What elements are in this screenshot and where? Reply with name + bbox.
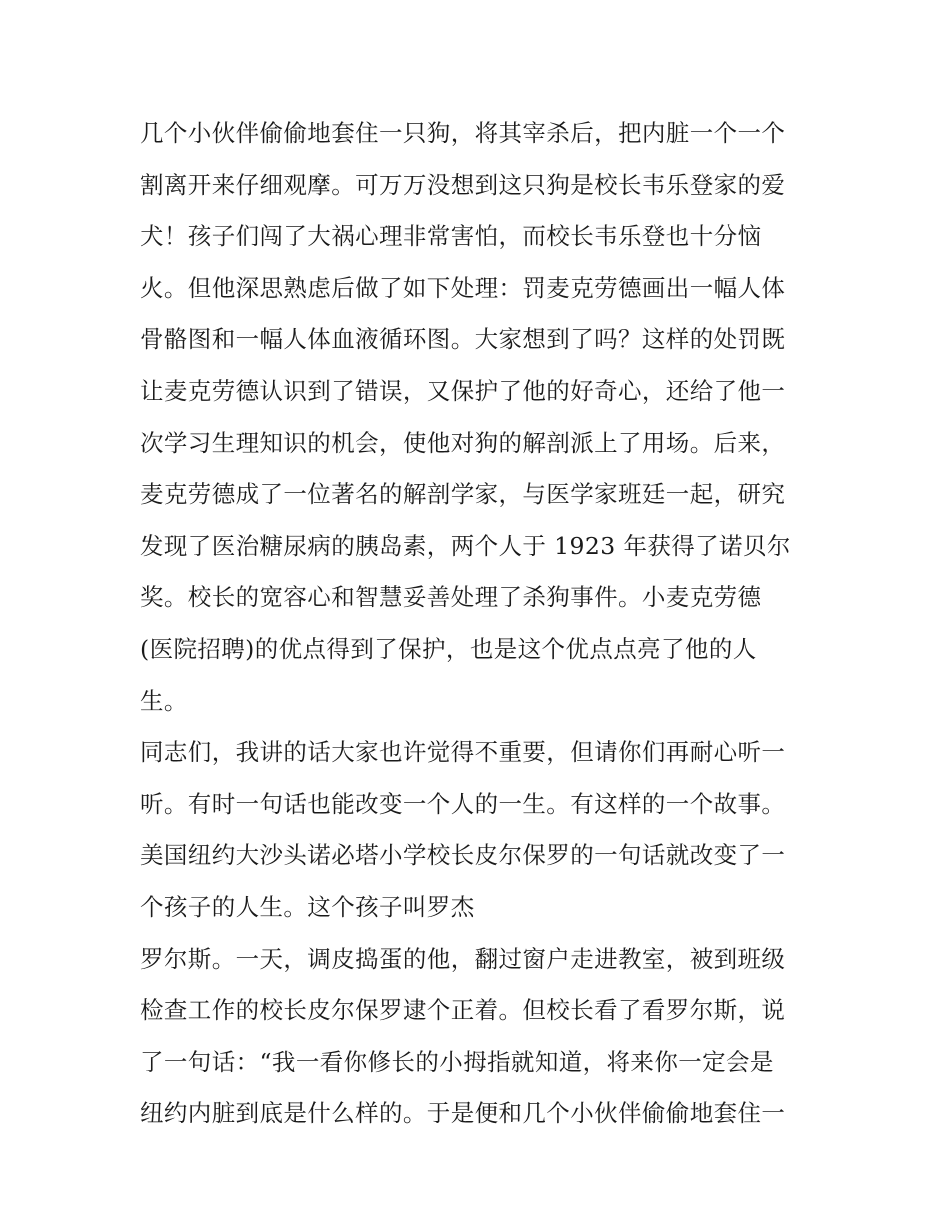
text-line-19: 了一句话：“我一看你修长的小拇指就知道，将来你一定会是 (140, 1047, 774, 1076)
text-line-15: 美国纽约大沙头诺必塔小学校长皮尔保罗的一句话就改变了一 (140, 841, 786, 870)
text-line-3: 犬！孩子们闯了大祸心理非常害怕，而校长韦乐登也十分恼 (140, 222, 762, 251)
text-line-4: 火。但他深思熟虑后做了如下处理：罚麦克劳德画出一幅人体 (140, 273, 786, 302)
text-line-7: 次学习生理知识的机会，使他对狗的解剖派上了用场。后来， (140, 428, 786, 457)
text-line-11: (医院招聘)的优点得到了保护，也是这个优点点亮了他的人 (140, 634, 757, 663)
text-line-2: 割离开来仔细观摩。可万万没想到这只狗是校长韦乐登家的爱 (140, 170, 786, 199)
text-line-10: 奖。校长的宽容心和智慧妥善处理了杀狗事件。小麦克劳德 (140, 583, 762, 612)
text-line-17: 罗尔斯。一天，调皮捣蛋的他，翻过窗户走进教室，被到班级 (140, 944, 786, 973)
text-line-12: 生。 (140, 686, 188, 715)
body-text (140, 108, 830, 1140)
text-line-16: 个孩子的人生。这个孩子叫罗杰 (140, 892, 475, 921)
text-line-14: 听。有时一句话也能改变一个人的一生。有这样的一个故事。 (140, 789, 786, 818)
text-line-18: 检查工作的校长皮尔保罗逮个正着。但校长看了看罗尔斯，说 (140, 996, 786, 1025)
text-line-5: 骨骼图和一幅人体血液循环图。大家想到了吗？这样的处罚既 (140, 325, 786, 354)
text-line-20: 纽约内脏到底是什么样的。于是便和几个小伙伴偷偷地套住一 (140, 1099, 786, 1128)
text-line-9: 发现了医治糖尿病的胰岛素，两个人于 1923 年获得了诺贝尔 (140, 531, 791, 560)
text-line-6: 让麦克劳德认识到了错误，又保护了他的好奇心，还给了他一 (140, 376, 786, 405)
text-line-8: 麦克劳德成了一位著名的解剖学家，与医学家班廷一起，研究 (140, 480, 786, 509)
text-line-13: 同志们，我讲的话大家也许觉得不重要，但请你们再耐心听一 (140, 738, 786, 767)
text-line-1: 几个小伙伴偷偷地套住一只狗，将其宰杀后，把内脏一个一个 (140, 119, 786, 147)
